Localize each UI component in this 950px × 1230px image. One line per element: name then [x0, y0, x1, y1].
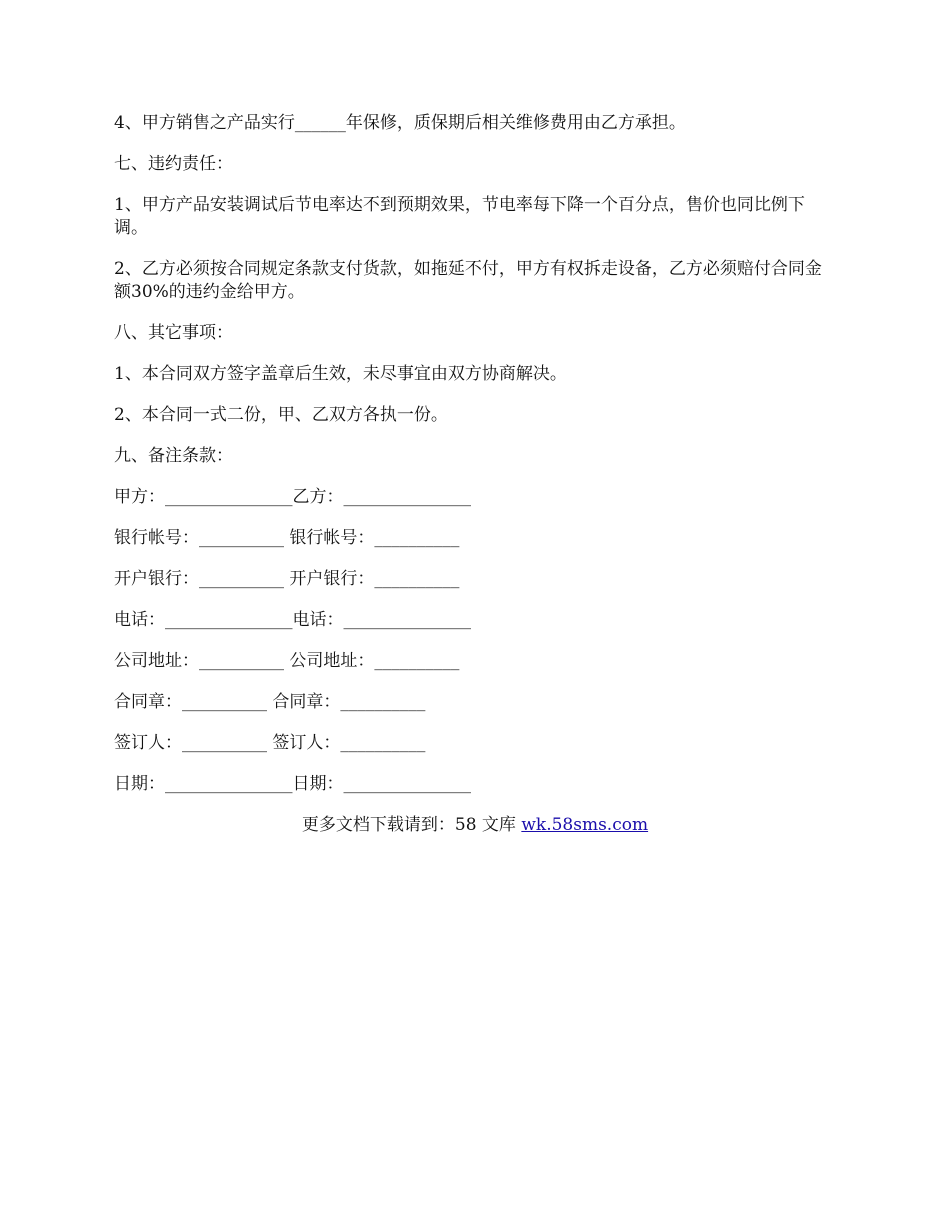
- section-heading-remarks: 九、备注条款：: [114, 446, 233, 466]
- footer-link[interactable]: wk.58sms.com: [521, 815, 649, 835]
- document-body: [114, 112, 834, 814]
- signature-line-seal: 合同章：__________ 合同章：__________: [114, 692, 426, 712]
- other-clause-2: 2、本合同一式二份，甲、乙双方各执一份。: [114, 405, 448, 425]
- signature-line-address: 公司地址：__________ 公司地址：__________: [114, 651, 460, 671]
- breach-clause-1: 1、甲方产品安装调试后节电率达不到预期效果，节电率每下降一个百分点，售价也同比例下调。: [114, 195, 805, 238]
- signature-line-party: 甲方：_______________乙方：_______________: [114, 487, 471, 507]
- signature-line-bank-name: 开户银行：__________ 开户银行：__________: [114, 569, 460, 589]
- warranty-clause: 4、甲方销售之产品实行______年保修，质保期后相关维修费用由乙方承担。: [114, 113, 686, 133]
- footer-text: 更多文档下载请到：58 文库: [301, 815, 522, 835]
- signature-line-date: 日期：_______________日期：_______________: [114, 774, 471, 794]
- section-heading-breach: 七、违约责任：: [114, 154, 233, 174]
- other-clause-1: 1、本合同双方签字盖章后生效，未尽事宜由双方协商解决。: [114, 364, 567, 384]
- section-heading-other: 八、其它事项：: [114, 323, 233, 343]
- signature-line-phone: 电话：_______________电话：_______________: [114, 610, 471, 630]
- signature-line-bank-account: 银行帐号：__________ 银行帐号：__________: [114, 528, 460, 548]
- footer: [0, 814, 950, 837]
- signature-line-signer: 签订人：__________ 签订人：__________: [114, 733, 426, 753]
- breach-clause-2: 2、乙方必须按合同规定条款支付货款，如拖延不付，甲方有权拆走设备，乙方必须赔付合同金额30%的违约金给甲方。: [114, 259, 822, 302]
